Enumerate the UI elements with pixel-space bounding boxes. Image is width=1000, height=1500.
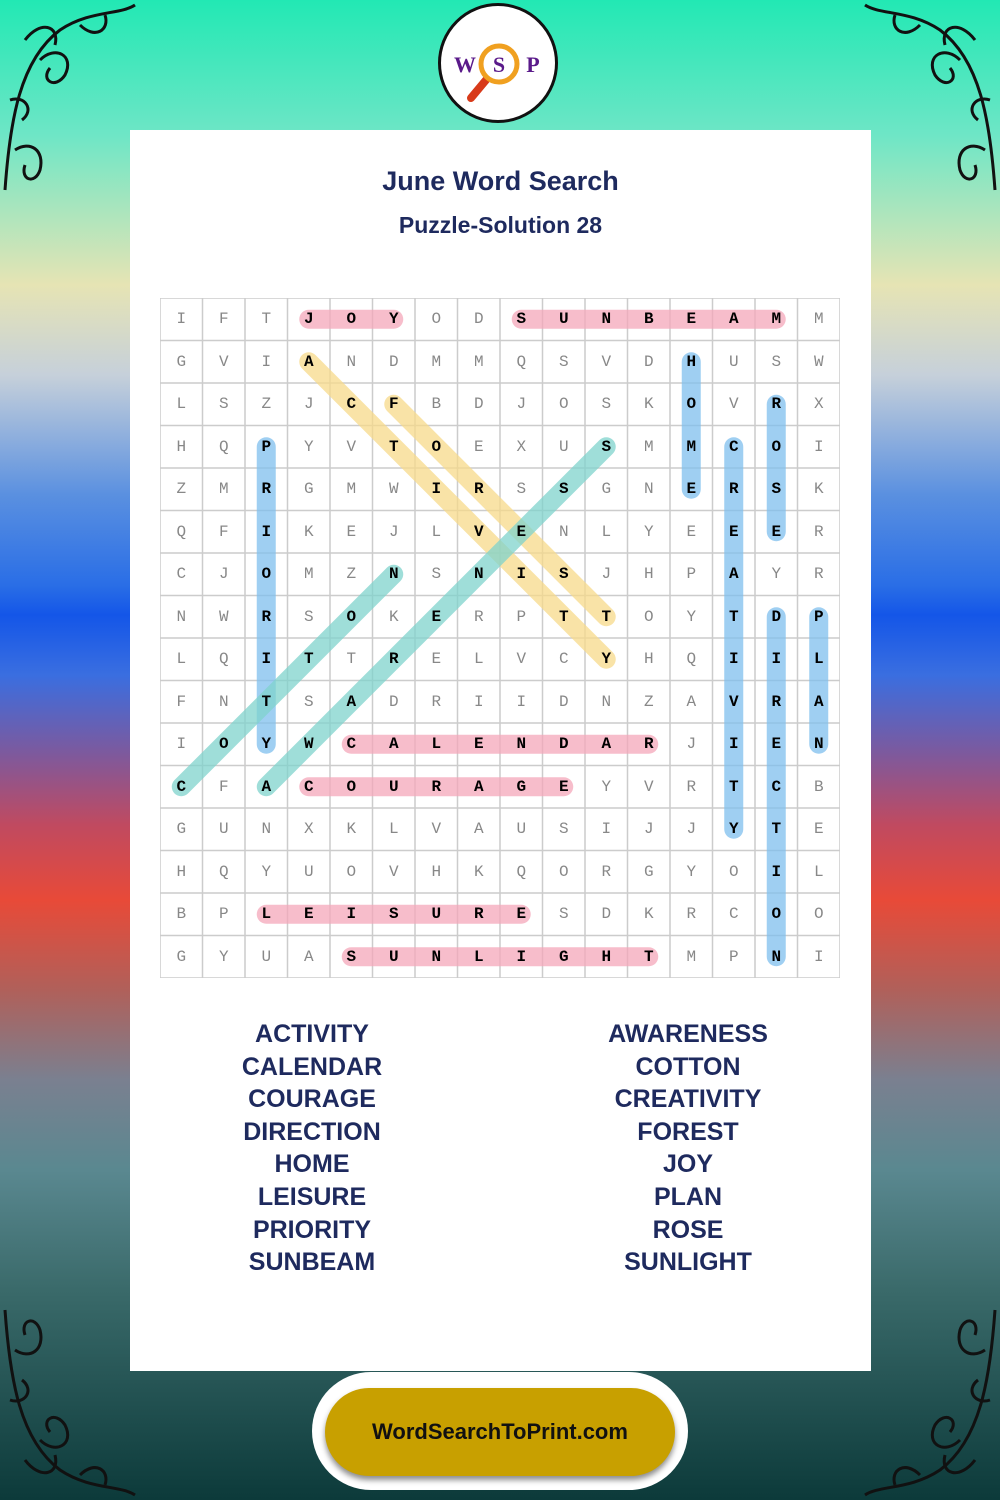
grid-cell[interactable]: Z bbox=[176, 480, 187, 499]
grid-cell[interactable]: U bbox=[388, 777, 399, 796]
grid-cell[interactable]: T bbox=[601, 607, 612, 626]
grid-cell[interactable]: R bbox=[388, 650, 399, 669]
grid-cell[interactable]: Y bbox=[261, 735, 272, 754]
grid-cell[interactable]: R bbox=[728, 480, 739, 499]
grid-cell[interactable]: T bbox=[728, 777, 739, 796]
grid-cell[interactable]: T bbox=[261, 310, 272, 329]
grid-cell[interactable]: O bbox=[813, 905, 824, 924]
grid-cell[interactable]: P bbox=[218, 905, 229, 924]
grid-cell[interactable]: A bbox=[388, 735, 399, 754]
grid-cell[interactable]: G bbox=[601, 480, 612, 499]
grid-cell[interactable]: J bbox=[686, 820, 697, 839]
grid-cell[interactable]: Y bbox=[303, 437, 314, 456]
grid-cell[interactable]: O bbox=[346, 777, 357, 796]
grid-cell[interactable]: E bbox=[813, 820, 824, 839]
grid-cell[interactable]: L bbox=[176, 395, 187, 414]
grid-cell[interactable]: T bbox=[558, 607, 569, 626]
grid-cell[interactable]: E bbox=[431, 650, 442, 669]
grid-cell[interactable]: V bbox=[473, 522, 484, 541]
grid-cell[interactable]: C bbox=[728, 905, 739, 924]
grid-cell[interactable]: H bbox=[176, 862, 187, 881]
grid-cell[interactable]: M bbox=[346, 480, 357, 499]
word-list-item: SUNLIGHT bbox=[624, 1248, 752, 1277]
grid-cell[interactable]: O bbox=[346, 862, 357, 881]
grid-cell[interactable]: V bbox=[431, 820, 442, 839]
grid-cell[interactable]: K bbox=[643, 905, 654, 924]
grid-cell[interactable]: E bbox=[346, 522, 357, 541]
grid-cell[interactable]: J bbox=[643, 820, 654, 839]
grid-cell[interactable]: Y bbox=[643, 522, 654, 541]
grid-cell[interactable]: K bbox=[643, 395, 654, 414]
word-list-item: FOREST bbox=[637, 1117, 739, 1146]
grid-cell[interactable]: Y bbox=[601, 777, 612, 796]
grid-cell[interactable]: L bbox=[388, 820, 399, 839]
grid-cell[interactable]: L bbox=[431, 735, 442, 754]
grid-cell[interactable]: S bbox=[218, 395, 229, 414]
grid-cell[interactable]: I bbox=[261, 352, 272, 371]
grid-cell[interactable]: Q bbox=[218, 650, 229, 669]
word-list-item: COTTON bbox=[635, 1052, 741, 1081]
grid-cell[interactable]: D bbox=[643, 352, 654, 371]
grid-cell[interactable]: M bbox=[473, 352, 484, 371]
grid-cell[interactable]: O bbox=[431, 310, 442, 329]
word-list-item: ACTIVITY bbox=[255, 1020, 369, 1048]
grid-cell[interactable]: U bbox=[261, 947, 272, 966]
grid-cell[interactable]: P bbox=[261, 437, 272, 456]
word-list-item: LEISURE bbox=[257, 1182, 367, 1211]
grid-cell[interactable]: D bbox=[388, 352, 399, 371]
grid-cell[interactable]: J bbox=[388, 522, 399, 541]
grid-cell[interactable]: R bbox=[601, 862, 612, 881]
grid-cell[interactable]: C bbox=[303, 777, 314, 796]
grid-cell[interactable]: R bbox=[686, 777, 697, 796]
grid-cell[interactable]: D bbox=[388, 692, 399, 711]
grid-cell[interactable]: I bbox=[261, 522, 272, 541]
grid-cell[interactable]: A bbox=[303, 352, 314, 371]
grid-cell[interactable]: E bbox=[558, 777, 569, 796]
grid-cell[interactable]: D bbox=[771, 607, 782, 626]
grid-cell[interactable]: T bbox=[771, 820, 782, 839]
grid-cell[interactable]: S bbox=[558, 480, 569, 499]
grid-cell[interactable]: S bbox=[601, 395, 612, 414]
grid-cell[interactable]: R bbox=[813, 565, 824, 584]
grid-cell[interactable]: I bbox=[516, 692, 527, 711]
grid-cell[interactable]: I bbox=[771, 862, 782, 881]
grid-cell[interactable]: I bbox=[728, 650, 739, 669]
grid-cell[interactable]: Q bbox=[218, 862, 229, 881]
grid-cell[interactable]: N bbox=[473, 565, 484, 584]
word-list-item: JOY bbox=[662, 1150, 714, 1179]
grid-cell[interactable]: V bbox=[218, 352, 229, 371]
grid-cell[interactable]: N bbox=[643, 480, 654, 499]
grid-cell[interactable]: S bbox=[601, 437, 612, 456]
grid-cell[interactable]: S bbox=[558, 352, 569, 371]
grid-cell[interactable]: Y bbox=[261, 862, 272, 881]
grid-cell[interactable]: C bbox=[558, 650, 569, 669]
grid-cell[interactable]: L bbox=[261, 905, 272, 924]
grid-cell[interactable]: Y bbox=[686, 862, 697, 881]
ornament-corner-icon bbox=[0, 0, 140, 200]
grid-cell[interactable]: K bbox=[813, 480, 824, 499]
grid-cell[interactable]: O bbox=[728, 862, 739, 881]
grid-cell[interactable]: S bbox=[771, 352, 782, 371]
grid-cell[interactable]: I bbox=[473, 692, 484, 711]
grid-cell[interactable]: L bbox=[601, 522, 612, 541]
grid-cell[interactable]: Y bbox=[728, 820, 739, 839]
grid-cell[interactable]: A bbox=[686, 692, 697, 711]
grid-cell[interactable]: J bbox=[303, 310, 314, 329]
grid-cell[interactable]: I bbox=[813, 437, 824, 456]
grid-cell[interactable]: U bbox=[218, 820, 229, 839]
grid-cell[interactable]: U bbox=[388, 947, 399, 966]
grid-cell[interactable]: Y bbox=[388, 310, 399, 329]
grid-cell[interactable]: P bbox=[516, 607, 527, 626]
grid-cell[interactable]: G bbox=[176, 947, 187, 966]
grid-cell[interactable]: N bbox=[558, 522, 569, 541]
grid-cell[interactable]: Z bbox=[346, 565, 357, 584]
grid-cell[interactable]: N bbox=[516, 735, 527, 754]
grid-cell[interactable]: C bbox=[176, 565, 187, 584]
grid-cell[interactable]: M bbox=[303, 565, 314, 584]
grid-cell[interactable]: O bbox=[346, 607, 357, 626]
grid-cell[interactable]: R bbox=[771, 395, 782, 414]
word-list-item: ROSE bbox=[652, 1215, 724, 1244]
grid-cell[interactable]: J bbox=[303, 395, 314, 414]
grid-cell[interactable]: R bbox=[686, 905, 697, 924]
grid-cell[interactable]: B bbox=[176, 905, 187, 924]
grid-cell[interactable]: D bbox=[558, 692, 569, 711]
grid-cell[interactable]: E bbox=[686, 480, 697, 499]
grid-cell[interactable]: G bbox=[558, 947, 569, 966]
grid-cell[interactable]: P bbox=[728, 947, 739, 966]
grid-cell[interactable]: N bbox=[771, 947, 782, 966]
grid-cell[interactable]: L bbox=[473, 947, 484, 966]
grid-cell[interactable]: E bbox=[686, 310, 697, 329]
grid-cell[interactable]: W bbox=[813, 352, 824, 371]
grid-cell[interactable]: A bbox=[813, 692, 824, 711]
word-list-left bbox=[162, 1018, 462, 1279]
word-list-item: COURAGE bbox=[248, 1085, 376, 1114]
grid-cell[interactable]: N bbox=[218, 692, 229, 711]
grid-cell[interactable]: K bbox=[346, 820, 357, 839]
grid-cell[interactable]: Q bbox=[516, 862, 527, 881]
grid-cell[interactable]: W bbox=[218, 607, 229, 626]
grid-cell[interactable]: E bbox=[303, 905, 314, 924]
grid-cell[interactable]: T bbox=[261, 692, 272, 711]
grid-cell[interactable]: O bbox=[558, 395, 569, 414]
grid-cell[interactable]: I bbox=[176, 310, 187, 329]
logo bbox=[438, 3, 558, 123]
grid-cell[interactable]: P bbox=[686, 565, 697, 584]
grid-cell[interactable]: V bbox=[601, 352, 612, 371]
grid-cell[interactable]: H bbox=[686, 352, 697, 371]
grid-cell[interactable]: W bbox=[303, 735, 314, 754]
grid-cell[interactable]: E bbox=[431, 607, 442, 626]
grid-cell[interactable]: T bbox=[303, 650, 314, 669]
grid-cell[interactable]: W bbox=[388, 480, 399, 499]
grid-cell[interactable]: O bbox=[261, 565, 272, 584]
word-list-item: DIRECTION bbox=[243, 1117, 381, 1146]
grid-cell[interactable]: M bbox=[813, 310, 824, 329]
grid-cell[interactable]: E bbox=[728, 522, 739, 541]
grid-cell[interactable]: H bbox=[176, 437, 187, 456]
grid-cell[interactable]: N bbox=[601, 692, 612, 711]
grid-cell[interactable]: T bbox=[346, 650, 357, 669]
grid-cell[interactable]: R bbox=[473, 480, 484, 499]
grid-cell[interactable]: Y bbox=[218, 947, 229, 966]
grid-cell[interactable]: M bbox=[643, 437, 654, 456]
grid-cell[interactable]: E bbox=[516, 522, 527, 541]
logo-letter: S bbox=[492, 52, 506, 77]
grid-cell[interactable]: R bbox=[473, 905, 484, 924]
word-list-item: CREATIVITY bbox=[614, 1085, 762, 1114]
grid-cell[interactable]: C bbox=[176, 777, 187, 796]
grid-cell[interactable]: I bbox=[431, 480, 442, 499]
grid-cell[interactable]: O bbox=[558, 862, 569, 881]
grid-cell[interactable]: I bbox=[771, 650, 782, 669]
grid-cell[interactable]: D bbox=[601, 905, 612, 924]
grid-cell[interactable]: P bbox=[813, 607, 824, 626]
grid-cell[interactable]: F bbox=[218, 777, 229, 796]
logo-letter: W bbox=[454, 52, 476, 77]
grid-cell[interactable]: L bbox=[813, 650, 824, 669]
grid-cell[interactable]: O bbox=[686, 395, 697, 414]
grid-cell[interactable]: O bbox=[218, 735, 229, 754]
word-search-grid bbox=[160, 298, 840, 978]
grid-cell[interactable]: X bbox=[303, 820, 314, 839]
grid-cell[interactable]: S bbox=[558, 905, 569, 924]
grid-cell[interactable]: B bbox=[643, 310, 654, 329]
grid-cell[interactable]: Y bbox=[601, 650, 612, 669]
letter-grid bbox=[160, 298, 840, 978]
grid-cell[interactable]: T bbox=[388, 437, 399, 456]
grid-cell[interactable]: L bbox=[473, 650, 484, 669]
grid-cell[interactable]: R bbox=[431, 692, 442, 711]
word-list-item: SUNBEAM bbox=[248, 1248, 376, 1277]
grid-cell[interactable]: A bbox=[303, 947, 314, 966]
grid-cell[interactable]: B bbox=[813, 777, 824, 796]
grid-cell[interactable]: C bbox=[346, 735, 357, 754]
word-list-item: HOME bbox=[274, 1150, 350, 1179]
word-list-item: PLAN bbox=[653, 1182, 723, 1211]
grid-cell[interactable]: N bbox=[346, 352, 357, 371]
grid-cell[interactable]: V bbox=[388, 862, 399, 881]
grid-cell[interactable]: J bbox=[218, 565, 229, 584]
grid-cell[interactable]: O bbox=[771, 437, 782, 456]
grid-cell[interactable]: R bbox=[261, 480, 272, 499]
grid-cell[interactable]: S bbox=[346, 947, 357, 966]
grid-cell[interactable]: S bbox=[303, 607, 314, 626]
grid-cell[interactable]: H bbox=[643, 565, 654, 584]
grid-cell[interactable]: R bbox=[473, 607, 484, 626]
grid-cell[interactable]: K bbox=[303, 522, 314, 541]
grid-cell[interactable]: V bbox=[643, 777, 654, 796]
grid-cell[interactable]: U bbox=[516, 820, 527, 839]
grid-cell[interactable]: A bbox=[473, 820, 484, 839]
grid-cell[interactable]: K bbox=[473, 862, 484, 881]
grid-cell[interactable]: H bbox=[431, 862, 442, 881]
grid-cell[interactable]: G bbox=[303, 480, 314, 499]
grid-cell[interactable]: N bbox=[601, 310, 612, 329]
grid-cell[interactable]: N bbox=[388, 565, 399, 584]
word-list-item: PRIORITY bbox=[252, 1215, 372, 1244]
grid-cell[interactable]: L bbox=[176, 650, 187, 669]
grid-cell[interactable]: R bbox=[643, 735, 654, 754]
grid-cell[interactable]: S bbox=[431, 565, 442, 584]
grid-cell[interactable]: E bbox=[473, 735, 484, 754]
grid-cell[interactable]: A bbox=[261, 777, 272, 796]
grid-cell[interactable]: Z bbox=[261, 395, 272, 414]
grid-cell[interactable]: I bbox=[813, 947, 824, 966]
grid-cell[interactable]: S bbox=[516, 480, 527, 499]
grid-cell[interactable]: N bbox=[176, 607, 187, 626]
grid-cell[interactable]: T bbox=[728, 607, 739, 626]
grid-cell[interactable]: B bbox=[431, 395, 442, 414]
grid-cell[interactable]: E bbox=[473, 437, 484, 456]
grid-cell[interactable]: R bbox=[771, 692, 782, 711]
grid-cell[interactable]: N bbox=[813, 735, 824, 754]
word-list-right bbox=[538, 1018, 838, 1279]
grid-cell[interactable]: M bbox=[431, 352, 442, 371]
grid-cell[interactable]: D bbox=[558, 735, 569, 754]
grid-cell[interactable]: Y bbox=[771, 565, 782, 584]
grid-cell[interactable]: C bbox=[771, 777, 782, 796]
grid-cell[interactable]: U bbox=[303, 862, 314, 881]
grid-cell[interactable]: I bbox=[176, 735, 187, 754]
logo-letter: P bbox=[526, 52, 540, 77]
grid-cell[interactable]: R bbox=[813, 522, 824, 541]
grid-cell[interactable]: F bbox=[176, 692, 187, 711]
grid-cell[interactable]: V bbox=[728, 395, 739, 414]
grid-cell[interactable]: H bbox=[643, 650, 654, 669]
grid-cell[interactable]: E bbox=[771, 735, 782, 754]
grid-cell[interactable]: C bbox=[346, 395, 357, 414]
word-list-item: CALENDAR bbox=[241, 1052, 383, 1081]
grid-cell[interactable]: O bbox=[771, 905, 782, 924]
grid-cell[interactable]: H bbox=[601, 947, 612, 966]
grid-cell[interactable]: U bbox=[558, 310, 569, 329]
grid-cell[interactable]: J bbox=[686, 735, 697, 754]
grid-cell[interactable]: Q bbox=[516, 352, 527, 371]
grid-cell[interactable]: E bbox=[686, 522, 697, 541]
grid-cell[interactable]: O bbox=[431, 437, 442, 456]
grid-cell[interactable]: S bbox=[303, 692, 314, 711]
grid-cell[interactable]: X bbox=[516, 437, 527, 456]
ornament-corner-icon bbox=[0, 1300, 140, 1500]
grid-cell[interactable]: R bbox=[261, 607, 272, 626]
grid-cell[interactable]: V bbox=[516, 650, 527, 669]
grid-cell[interactable]: I bbox=[346, 905, 357, 924]
grid-cell[interactable]: I bbox=[516, 947, 527, 966]
grid-cell[interactable]: G bbox=[176, 820, 187, 839]
grid-cell[interactable]: U bbox=[431, 905, 442, 924]
word-list-item: AWARENESS bbox=[608, 1020, 768, 1048]
grid-cell[interactable]: G bbox=[643, 862, 654, 881]
grid-cell[interactable]: N bbox=[431, 947, 442, 966]
grid-cell[interactable]: E bbox=[771, 522, 782, 541]
grid-cell[interactable]: C bbox=[728, 437, 739, 456]
grid-cell[interactable]: N bbox=[261, 820, 272, 839]
grid-cell[interactable]: M bbox=[686, 437, 697, 456]
grid-cell[interactable]: F bbox=[218, 522, 229, 541]
grid-cell[interactable]: I bbox=[728, 735, 739, 754]
grid-cell[interactable]: A bbox=[601, 735, 612, 754]
grid-cell[interactable]: S bbox=[771, 480, 782, 499]
grid-cell[interactable]: U bbox=[558, 437, 569, 456]
page-subtitle: Puzzle-Solution 28 bbox=[398, 212, 603, 238]
grid-cell[interactable]: F bbox=[218, 310, 229, 329]
grid-cell[interactable]: D bbox=[473, 310, 484, 329]
grid-cell[interactable]: M bbox=[218, 480, 229, 499]
grid-cell[interactable]: R bbox=[431, 777, 442, 796]
grid-cell[interactable]: O bbox=[346, 310, 357, 329]
grid-cell[interactable]: A bbox=[346, 692, 357, 711]
grid-cell[interactable]: G bbox=[176, 352, 187, 371]
grid-cell[interactable]: A bbox=[728, 565, 739, 584]
grid-cell[interactable]: O bbox=[643, 607, 654, 626]
grid-cell[interactable]: L bbox=[431, 522, 442, 541]
grid-cell[interactable]: V bbox=[728, 692, 739, 711]
grid-cell[interactable]: J bbox=[601, 565, 612, 584]
grid-cell[interactable]: I bbox=[601, 820, 612, 839]
grid-cell[interactable]: A bbox=[728, 310, 739, 329]
page-title: June Word Search bbox=[382, 166, 619, 196]
grid-cell[interactable]: M bbox=[686, 947, 697, 966]
grid-cell[interactable]: S bbox=[388, 905, 399, 924]
grid-cell[interactable]: K bbox=[388, 607, 399, 626]
grid-cell[interactable]: J bbox=[516, 395, 527, 414]
grid-cell[interactable]: M bbox=[771, 310, 782, 329]
grid-cell[interactable]: G bbox=[516, 777, 527, 796]
grid-cell[interactable]: X bbox=[813, 395, 824, 414]
grid-cell[interactable]: A bbox=[473, 777, 484, 796]
grid-cell[interactable]: I bbox=[516, 565, 527, 584]
grid-cell[interactable]: L bbox=[813, 862, 824, 881]
ornament-corner-icon bbox=[860, 0, 1000, 200]
grid-cell[interactable]: Q bbox=[176, 522, 187, 541]
grid-cell[interactable]: T bbox=[643, 947, 654, 966]
grid-cell[interactable]: I bbox=[261, 650, 272, 669]
grid-cell[interactable]: Z bbox=[643, 692, 654, 711]
grid-cell[interactable]: S bbox=[558, 565, 569, 584]
grid-cell[interactable]: E bbox=[516, 905, 527, 924]
grid-cell[interactable]: V bbox=[346, 437, 357, 456]
grid-cell[interactable]: S bbox=[516, 310, 527, 329]
grid-cell[interactable]: Y bbox=[686, 607, 697, 626]
website-link-button[interactable]: WordSearchToPrint.com bbox=[325, 1388, 675, 1476]
grid-cell[interactable]: Q bbox=[686, 650, 697, 669]
grid-cell[interactable]: D bbox=[473, 395, 484, 414]
grid-cell[interactable]: U bbox=[728, 352, 739, 371]
grid-cell[interactable]: S bbox=[558, 820, 569, 839]
grid-cell[interactable]: Q bbox=[218, 437, 229, 456]
ornament-corner-icon bbox=[860, 1300, 1000, 1500]
grid-cell[interactable]: F bbox=[388, 395, 399, 414]
